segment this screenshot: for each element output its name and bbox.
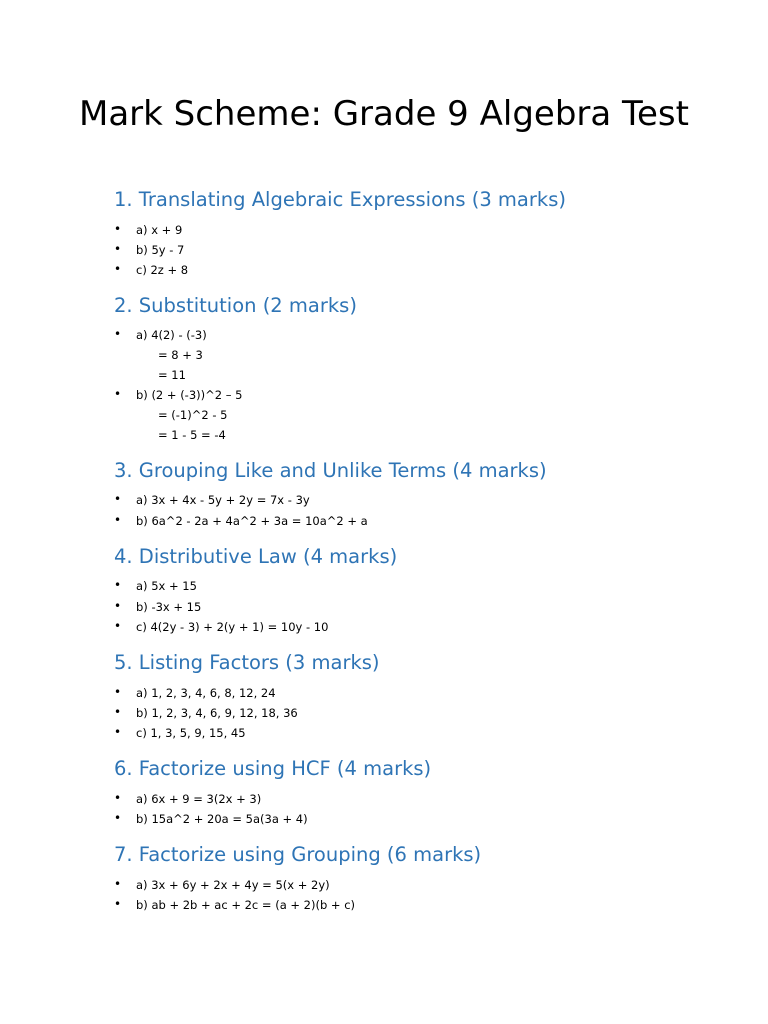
answer-line xyxy=(114,725,246,740)
bullet-icon: • xyxy=(114,513,122,527)
answer-text: b) (2 + (-3))^2 – 5 xyxy=(136,388,243,402)
answer-text: a) 3x + 4x - 5y + 2y = 7x - 3y xyxy=(136,493,310,507)
answer-text: b) -3x + 15 xyxy=(136,600,202,614)
section-heading: 5. Listing Factors (3 marks) xyxy=(114,651,380,674)
answer-text: c) 1, 3, 5, 9, 15, 45 xyxy=(136,726,246,740)
answer-line xyxy=(114,811,308,826)
section-heading: 2. Substitution (2 marks) xyxy=(114,294,357,317)
bullet-icon: • xyxy=(114,725,122,739)
working-step: = 1 - 5 = -4 xyxy=(158,428,226,442)
answer-line xyxy=(114,242,185,257)
answer-text: a) 4(2) - (-3) xyxy=(136,328,207,342)
answer-text: b) 15a^2 + 20a = 5a(3a + 4) xyxy=(136,812,308,826)
section-heading: 4. Distributive Law (4 marks) xyxy=(114,545,398,568)
bullet-icon: • xyxy=(114,262,122,276)
bullet-icon: • xyxy=(114,685,122,699)
answer-line xyxy=(114,492,310,507)
bullet-icon: • xyxy=(114,599,122,613)
answer-line xyxy=(114,513,368,528)
bullet-icon: • xyxy=(114,242,122,256)
answer-text: b) 6a^2 - 2a + 4a^2 + 3a = 10a^2 + a xyxy=(136,514,368,528)
answer-text: b) ab + 2b + ac + 2c = (a + 2)(b + c) xyxy=(136,898,356,912)
answer-text: a) 6x + 9 = 3(2x + 3) xyxy=(136,792,262,806)
bullet-icon: • xyxy=(114,578,122,592)
working-step: = 8 + 3 xyxy=(158,348,203,362)
section-heading: 1. Translating Algebraic Expressions (3 marks) xyxy=(114,188,566,211)
answer-line xyxy=(114,327,207,342)
bullet-icon: • xyxy=(114,387,122,401)
answer-text: a) 5x + 15 xyxy=(136,579,197,593)
answer-line xyxy=(114,791,262,806)
answer-line xyxy=(114,578,197,593)
bullet-icon: • xyxy=(114,705,122,719)
section-heading: 6. Factorize using HCF (4 marks) xyxy=(114,757,432,780)
answer-text: c) 2z + 8 xyxy=(136,263,189,277)
bullet-icon: • xyxy=(114,492,122,506)
answer-line xyxy=(114,619,329,634)
section-heading: 7. Factorize using Grouping (6 marks) xyxy=(114,843,482,866)
working-step: = 11 xyxy=(158,368,186,382)
section-heading: 3. Grouping Like and Unlike Terms (4 marks) xyxy=(114,459,547,482)
answer-text: a) 3x + 6y + 2x + 4y = 5(x + 2y) xyxy=(136,878,330,892)
answer-line xyxy=(114,877,330,892)
answer-line xyxy=(114,685,276,700)
bullet-icon: • xyxy=(114,222,122,236)
bullet-icon: • xyxy=(114,791,122,805)
answer-line xyxy=(114,262,189,277)
answer-line xyxy=(114,897,356,912)
answer-text: c) 4(2y - 3) + 2(y + 1) = 10y - 10 xyxy=(136,620,329,634)
answer-text: b) 1, 2, 3, 4, 6, 9, 12, 18, 36 xyxy=(136,706,298,720)
answer-text: b) 5y - 7 xyxy=(136,243,185,257)
bullet-icon: • xyxy=(114,619,122,633)
answer-text: a) 1, 2, 3, 4, 6, 8, 12, 24 xyxy=(136,686,276,700)
answer-text: a) x + 9 xyxy=(136,223,183,237)
bullet-icon: • xyxy=(114,877,122,891)
working-step: = (-1)^2 - 5 xyxy=(158,408,228,422)
answer-line xyxy=(114,705,298,720)
answer-line xyxy=(114,387,243,402)
bullet-icon: • xyxy=(114,897,122,911)
answer-line xyxy=(114,599,202,614)
answer-line xyxy=(114,222,183,237)
document-title: Mark Scheme: Grade 9 Algebra Test xyxy=(79,94,689,134)
bullet-icon: • xyxy=(114,327,122,341)
bullet-icon: • xyxy=(114,811,122,825)
